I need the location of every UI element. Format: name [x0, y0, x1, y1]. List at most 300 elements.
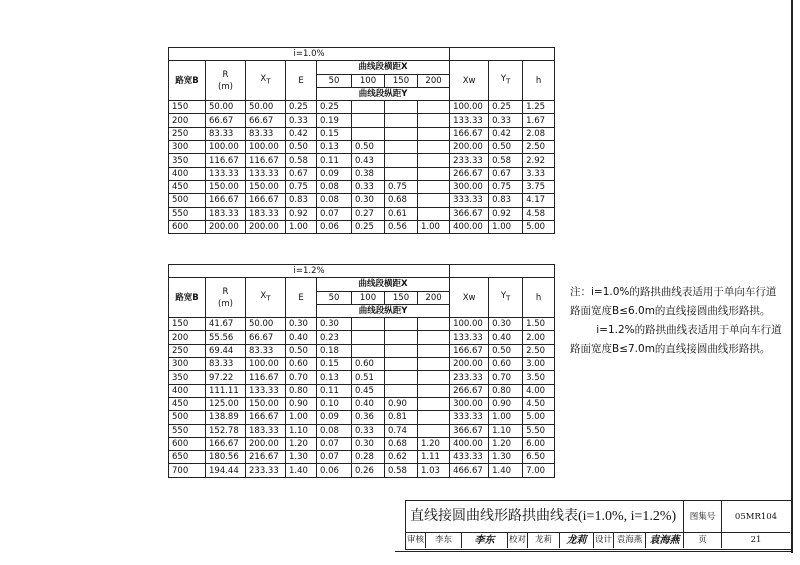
- table-cell: 350: [169, 154, 206, 167]
- table-cell: 4.00: [523, 384, 555, 397]
- table-cell: 300: [169, 141, 206, 154]
- table-title: i=1.2%: [169, 265, 450, 278]
- table-cell: 3.50: [523, 371, 555, 384]
- table-cell: 116.67: [246, 154, 286, 167]
- table-cell: 0.40: [352, 397, 385, 410]
- table-cell: 0.75: [385, 180, 418, 193]
- table-cell: 433.33: [450, 451, 489, 464]
- table-cell: 366.67: [450, 424, 489, 437]
- note-2: i=1.2%的路拱曲线表适用于单向车行道路面宽度B≤7.0m的直线接圆曲线形路拱。: [570, 324, 782, 355]
- table-cell: [385, 167, 418, 180]
- table-cell: 0.42: [286, 127, 317, 140]
- table-cell: 1.10: [489, 424, 523, 437]
- table-cell: [385, 154, 418, 167]
- table-cell: 6.50: [523, 451, 555, 464]
- table-cell: [385, 358, 418, 371]
- table-cell: 100.00: [206, 141, 246, 154]
- table-row: [169, 411, 555, 424]
- table-cell: [418, 318, 450, 331]
- table-cell: 50.00: [246, 101, 286, 114]
- table-cell: 0.92: [489, 207, 523, 220]
- table-cell: [352, 331, 385, 344]
- table-cell: 5.50: [523, 424, 555, 437]
- table-cell: 266.67: [450, 384, 489, 397]
- table-cell: [418, 180, 450, 193]
- header-y-group: 曲线段纵距Y: [317, 304, 450, 317]
- table-cell: 125.00: [206, 397, 246, 410]
- table-cell: [418, 207, 450, 220]
- table-cell: 0.07: [317, 437, 352, 450]
- table-cell: 0.74: [385, 424, 418, 437]
- table-cell: 200: [169, 114, 206, 127]
- header-yt-label: Y: [500, 291, 507, 302]
- table-cell: 0.06: [317, 464, 352, 477]
- table-cell: 0.50: [352, 141, 385, 154]
- table-cell: 183.33: [246, 424, 286, 437]
- table-row: [169, 101, 555, 114]
- table-cell: 1.10: [286, 424, 317, 437]
- table-cell: 500: [169, 411, 206, 424]
- table-cell: 194.44: [206, 464, 246, 477]
- table-cell: 116.67: [206, 154, 246, 167]
- table-cell: 2.08: [523, 127, 555, 140]
- table-cell: 350: [169, 371, 206, 384]
- table-cell: 0.90: [385, 397, 418, 410]
- table-cell: [385, 141, 418, 154]
- table-cell: [385, 331, 418, 344]
- table-cell: 183.33: [206, 207, 246, 220]
- table-cell: 233.33: [450, 371, 489, 384]
- table-cell: 66.67: [246, 331, 286, 344]
- table-cell: 0.56: [385, 220, 418, 233]
- table-cell: 200.00: [450, 358, 489, 371]
- table-row: [169, 344, 555, 357]
- table-cell: 133.33: [450, 331, 489, 344]
- table-cell: 0.60: [286, 358, 317, 371]
- table-cell: 233.33: [450, 154, 489, 167]
- table-cell: 200.00: [246, 437, 286, 450]
- table-cell: 0.92: [286, 207, 317, 220]
- table-row: [169, 464, 555, 477]
- table-row: [169, 358, 555, 371]
- table-cell: [418, 141, 450, 154]
- table-cell: 0.75: [489, 180, 523, 193]
- table-cell: [385, 101, 418, 114]
- table-cell: 0.30: [352, 437, 385, 450]
- table-cell: [418, 127, 450, 140]
- table-row: [169, 424, 555, 437]
- header-road-width: 路宽B: [169, 278, 206, 318]
- table-row: [169, 397, 555, 410]
- table-cell: 0.50: [286, 141, 317, 154]
- table-cell: 0.38: [352, 167, 385, 180]
- table-cell: 266.67: [450, 167, 489, 180]
- table-cell: 0.25: [286, 101, 317, 114]
- table-cell: 0.51: [352, 371, 385, 384]
- header-yt: [489, 278, 523, 318]
- header-xt: [246, 61, 286, 101]
- page-number: 21: [750, 535, 762, 545]
- table-cell: 0.40: [286, 331, 317, 344]
- drawing-title: 直线接圆曲线形路拱曲线表(i=1.0%, i=1.2%): [406, 501, 684, 533]
- table-cell: 97.22: [206, 371, 246, 384]
- table-cell: 700: [169, 464, 206, 477]
- checker-name: 龙莉: [528, 533, 560, 548]
- table-cell: 0.28: [352, 451, 385, 464]
- table-cell: [418, 167, 450, 180]
- header-x-value: 200: [418, 291, 450, 304]
- table-cell: 0.06: [317, 220, 352, 233]
- header-x-value: 50: [317, 291, 352, 304]
- table-cell: 7.00: [523, 464, 555, 477]
- table-cell: 0.30: [317, 318, 352, 331]
- table-cell: 0.62: [385, 451, 418, 464]
- table-cell: 0.33: [489, 114, 523, 127]
- table-cell: 1.20: [418, 437, 450, 450]
- table-cell: 69.44: [206, 344, 246, 357]
- table-cell: 250: [169, 127, 206, 140]
- header-yt-label: Y: [500, 74, 507, 85]
- table-cell: [418, 331, 450, 344]
- table-cell: 50.00: [206, 101, 246, 114]
- header-yt-sub: T: [506, 77, 511, 87]
- table-cell: 66.67: [246, 114, 286, 127]
- table-row: [169, 437, 555, 450]
- table-cell: 4.58: [523, 207, 555, 220]
- table-cell: 133.33: [450, 114, 489, 127]
- header-x-value: 50: [317, 74, 352, 87]
- table-cell: [418, 411, 450, 424]
- header-yt-sub: T: [506, 294, 511, 304]
- table-cell: [352, 101, 385, 114]
- table-cell: [418, 101, 450, 114]
- table-cell: [385, 344, 418, 357]
- table-cell: 55.56: [206, 331, 246, 344]
- table-cell: 1.03: [418, 464, 450, 477]
- design-label: 设计: [594, 533, 614, 548]
- table-cell: 200.00: [206, 220, 246, 233]
- table-cell: 0.58: [489, 154, 523, 167]
- header-h: h: [523, 61, 555, 101]
- table-cell: 450: [169, 180, 206, 193]
- title-block: [405, 500, 792, 550]
- table-cell: 100.00: [246, 358, 286, 371]
- table-cell: 300.00: [450, 397, 489, 410]
- table-cell: [418, 371, 450, 384]
- table-cell: 400.00: [450, 437, 489, 450]
- table-cell: [418, 114, 450, 127]
- table-cell: 100.00: [450, 101, 489, 114]
- table-row: [169, 220, 555, 233]
- table-cell: 0.07: [317, 207, 352, 220]
- table-cell: [418, 397, 450, 410]
- table-cell: 1.00: [286, 220, 317, 233]
- header-x-value: 150: [385, 291, 418, 304]
- header-xt-label: X: [260, 74, 267, 85]
- table-cell: 0.36: [352, 411, 385, 424]
- table-cell: 0.11: [317, 154, 352, 167]
- table-cell: 183.33: [246, 207, 286, 220]
- table-cell: 180.56: [206, 451, 246, 464]
- table-cell: 100.00: [246, 141, 286, 154]
- table-cell: 333.33: [450, 194, 489, 207]
- table-cell: [352, 114, 385, 127]
- header-xt-label: X: [260, 291, 267, 302]
- table-cell: 0.50: [489, 344, 523, 357]
- table-row: [169, 127, 555, 140]
- table-cell: 3.75: [523, 180, 555, 193]
- table-cell: 200.00: [450, 141, 489, 154]
- table-row: [169, 207, 555, 220]
- header-xw: Xw: [450, 278, 489, 318]
- table-cell: 166.67: [450, 127, 489, 140]
- table-cell: [385, 127, 418, 140]
- table-cell: 3.00: [523, 358, 555, 371]
- notes: [570, 283, 785, 359]
- header-r-unit: (m): [218, 298, 233, 309]
- table-cell: 2.50: [523, 344, 555, 357]
- table-cell: [385, 371, 418, 384]
- table-cell: 216.67: [246, 451, 286, 464]
- table-cell: 83.33: [206, 358, 246, 371]
- table-row: [169, 167, 555, 180]
- table-cell: 2.00: [523, 331, 555, 344]
- table-cell: 550: [169, 207, 206, 220]
- table-row: [169, 154, 555, 167]
- table-cell: 50.00: [246, 318, 286, 331]
- header-e: E: [286, 278, 317, 318]
- table-cell: 200: [169, 331, 206, 344]
- table-cell: 0.45: [352, 384, 385, 397]
- table-cell: 0.10: [317, 397, 352, 410]
- table-cell: 0.25: [489, 101, 523, 114]
- atlas-number: 05MR104: [722, 501, 790, 533]
- table-cell: 0.08: [317, 180, 352, 193]
- table-cell: 0.83: [286, 194, 317, 207]
- table-cell: 133.33: [246, 167, 286, 180]
- table-cell: 133.33: [206, 167, 246, 180]
- table-cell: 0.09: [317, 411, 352, 424]
- table-cell: 650: [169, 451, 206, 464]
- table-cell: 600: [169, 437, 206, 450]
- table-cell: 0.58: [286, 154, 317, 167]
- table-title: i=1.0%: [169, 48, 450, 61]
- table-cell: 0.42: [489, 127, 523, 140]
- table-cell: 1.25: [523, 101, 555, 114]
- note-1: 注：i=1.0%的路拱曲线表适用于单向车行道路面宽度B≤6.0m的直线接圆曲线形路拱。: [570, 286, 777, 317]
- table-cell: 138.89: [206, 411, 246, 424]
- table-row: [169, 371, 555, 384]
- table-cell: 5.00: [523, 220, 555, 233]
- header-yt: [489, 61, 523, 101]
- checker-signature: 龙莉: [560, 533, 594, 548]
- table-cell: 0.83: [489, 194, 523, 207]
- header-xt: [246, 278, 286, 318]
- table-cell: 0.27: [352, 207, 385, 220]
- table-cell: [418, 194, 450, 207]
- header-r: R: [222, 69, 229, 80]
- table-cell: 466.67: [450, 464, 489, 477]
- table-cell: 0.43: [352, 154, 385, 167]
- table-cell: 400.00: [450, 220, 489, 233]
- table-cell: 300.00: [450, 180, 489, 193]
- table-cell: 3.33: [523, 167, 555, 180]
- table-cell: 4.17: [523, 194, 555, 207]
- table-cell: 0.61: [385, 207, 418, 220]
- table-row: [169, 318, 555, 331]
- table-cell: 100.00: [450, 318, 489, 331]
- header-x-value: 100: [352, 74, 385, 87]
- table-cell: 0.90: [286, 397, 317, 410]
- table-cell: 0.70: [286, 371, 317, 384]
- table-cell: 0.67: [489, 167, 523, 180]
- table-cell: 0.13: [317, 141, 352, 154]
- curve-table-i-1-2: [168, 264, 555, 478]
- table-cell: 0.19: [317, 114, 352, 127]
- table-cell: 0.15: [317, 358, 352, 371]
- table-cell: [352, 127, 385, 140]
- table-cell: 1.00: [286, 411, 317, 424]
- table-cell: 150.00: [246, 180, 286, 193]
- designer-name: 袁海燕: [614, 533, 646, 548]
- table-cell: 166.67: [206, 194, 246, 207]
- header-x-value: 200: [418, 74, 450, 87]
- table-cell: [385, 384, 418, 397]
- header-y-group: 曲线段纵距Y: [317, 87, 450, 100]
- page-label: 页: [684, 533, 722, 548]
- table-cell: 300: [169, 358, 206, 371]
- table-row: [169, 384, 555, 397]
- table-cell: 400: [169, 167, 206, 180]
- table-cell: 2.50: [523, 141, 555, 154]
- header-r: R: [222, 286, 229, 297]
- table-cell: 0.58: [385, 464, 418, 477]
- table-cell: 1.11: [418, 451, 450, 464]
- table-cell: 0.68: [385, 194, 418, 207]
- table-cell: 0.13: [317, 371, 352, 384]
- reviewer-name: 李东: [426, 533, 462, 548]
- table-cell: 150.00: [206, 180, 246, 193]
- table-cell: 0.33: [352, 424, 385, 437]
- table-cell: 166.67: [450, 344, 489, 357]
- table-cell: 233.33: [246, 464, 286, 477]
- table-cell: 1.40: [489, 464, 523, 477]
- table-cell: 500: [169, 194, 206, 207]
- table-cell: 0.60: [352, 358, 385, 371]
- table-cell: 0.90: [489, 397, 523, 410]
- table-cell: 152.78: [206, 424, 246, 437]
- table-cell: 166.67: [246, 411, 286, 424]
- table-cell: 83.33: [246, 127, 286, 140]
- table-cell: 111.11: [206, 384, 246, 397]
- table-cell: 0.33: [352, 180, 385, 193]
- table-cell: 366.67: [450, 207, 489, 220]
- table-cell: [418, 154, 450, 167]
- table-row: [169, 194, 555, 207]
- table-cell: 116.67: [246, 371, 286, 384]
- header-x-group: 曲线段横距X: [317, 61, 450, 74]
- table-cell: 450: [169, 397, 206, 410]
- table-cell: 0.30: [286, 318, 317, 331]
- table-cell: 4.50: [523, 397, 555, 410]
- table-cell: 0.50: [489, 141, 523, 154]
- table-row: [169, 451, 555, 464]
- table-cell: 0.80: [286, 384, 317, 397]
- table-cell: 0.30: [352, 194, 385, 207]
- table-cell: 1.00: [418, 220, 450, 233]
- table-cell: [352, 318, 385, 331]
- table-cell: [418, 424, 450, 437]
- table-cell: 133.33: [246, 384, 286, 397]
- table-cell: [385, 114, 418, 127]
- table-cell: [385, 318, 418, 331]
- table-title-blank: [450, 48, 555, 61]
- table-cell: [418, 358, 450, 371]
- table-row: [169, 180, 555, 193]
- table-cell: 150: [169, 101, 206, 114]
- table-cell: 2.92: [523, 154, 555, 167]
- review-label: 审核: [406, 533, 426, 548]
- table-cell: 150: [169, 318, 206, 331]
- table-cell: 0.40: [489, 331, 523, 344]
- table-cell: [418, 344, 450, 357]
- table-cell: 550: [169, 424, 206, 437]
- table-cell: 0.30: [489, 318, 523, 331]
- table-cell: 0.08: [317, 424, 352, 437]
- table-cell: 0.18: [317, 344, 352, 357]
- table-cell: 0.11: [317, 384, 352, 397]
- table-row: [169, 141, 555, 154]
- table-cell: 0.50: [286, 344, 317, 357]
- table-cell: 333.33: [450, 411, 489, 424]
- table-cell: 0.23: [317, 331, 352, 344]
- table-cell: 0.09: [317, 167, 352, 180]
- table-cell: 6.00: [523, 437, 555, 450]
- header-x-value: 150: [385, 74, 418, 87]
- table-cell: 200.00: [246, 220, 286, 233]
- header-r-unit: (m): [218, 81, 233, 92]
- table-cell: 0.81: [385, 411, 418, 424]
- table-cell: 0.08: [317, 194, 352, 207]
- table-cell: 1.20: [286, 437, 317, 450]
- header-radius: [206, 278, 246, 318]
- header-xw: Xw: [450, 61, 489, 101]
- frame-right-border: [791, 0, 793, 553]
- table-cell: 5.00: [523, 411, 555, 424]
- header-x-group: 曲线段横距X: [317, 278, 450, 291]
- header-xt-sub: T: [266, 77, 271, 87]
- table-cell: 0.15: [317, 127, 352, 140]
- table-cell: [418, 384, 450, 397]
- header-road-width: 路宽B: [169, 61, 206, 101]
- table-cell: 150.00: [246, 397, 286, 410]
- table-cell: 0.80: [489, 384, 523, 397]
- table-cell: 1.30: [286, 451, 317, 464]
- table-cell: 0.67: [286, 167, 317, 180]
- table-cell: 400: [169, 384, 206, 397]
- header-x-value: 100: [352, 291, 385, 304]
- curve-table-i-1-0: [168, 47, 555, 234]
- table-row: [169, 331, 555, 344]
- table-cell: [352, 344, 385, 357]
- table-cell: 0.33: [286, 114, 317, 127]
- reviewer-signature: 李东: [462, 533, 508, 548]
- table-cell: 0.68: [385, 437, 418, 450]
- table-cell: 166.67: [246, 194, 286, 207]
- table-cell: 166.67: [206, 437, 246, 450]
- table-cell: 1.40: [286, 464, 317, 477]
- table-cell: 0.70: [489, 371, 523, 384]
